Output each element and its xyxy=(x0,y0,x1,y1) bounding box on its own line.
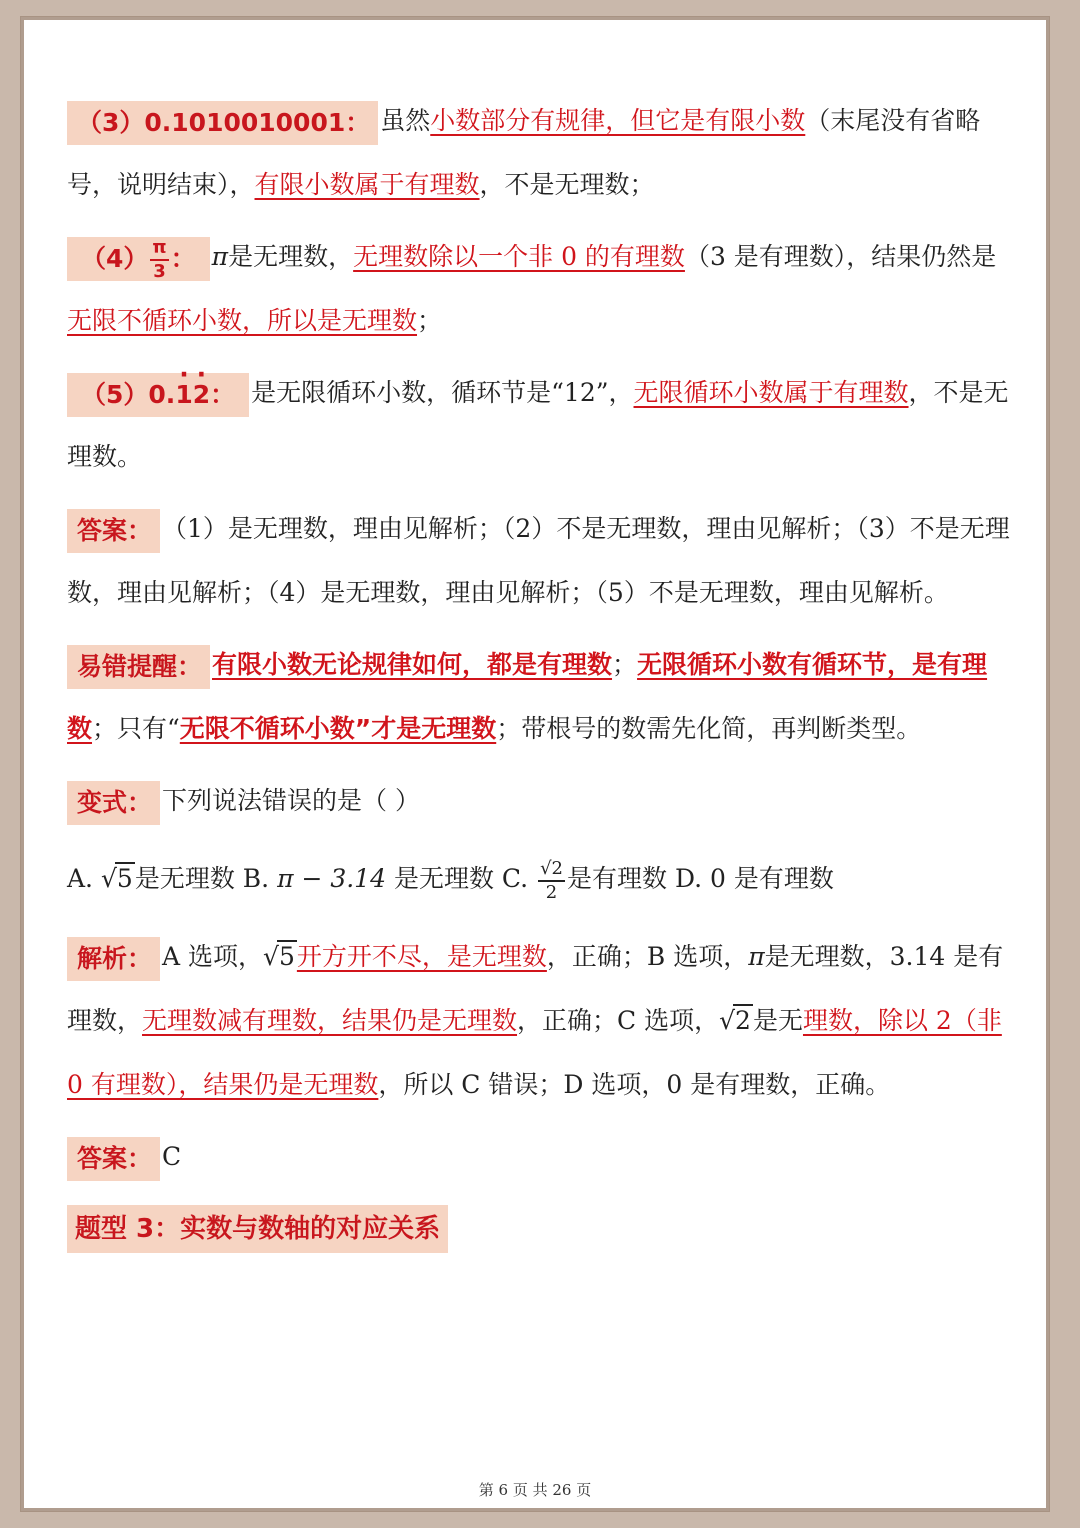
pi-symbol: π xyxy=(748,942,765,971)
fraction-numerator: √2 xyxy=(538,860,565,882)
repeating-digit-1: · 1 xyxy=(175,373,192,417)
pi-over-3-fraction xyxy=(150,236,168,282)
error-tip-label: 易错提醒： xyxy=(67,645,210,689)
analysis-text-2: ，正确；B 选项， xyxy=(546,942,749,971)
repeating-digit-2: · 2 xyxy=(193,373,210,417)
item-3 xyxy=(67,89,1017,217)
item-3-highlight-1: 小数部分有规律，但它是有限小数 xyxy=(430,106,806,135)
item-5-text-1: 是无限循环小数，循环节是“12”， xyxy=(251,378,634,407)
item-4-text-1: 是无理数， xyxy=(228,242,354,271)
variant-label: 变式： xyxy=(67,781,160,825)
answer-2 xyxy=(67,1125,1017,1189)
error-tip-text-3: ；带根号的数需先化简，再判断类型。 xyxy=(496,714,922,743)
item-3-text-2: （末尾没有省略号，说明结束）， xyxy=(67,106,981,199)
sqrt-5: √5 xyxy=(100,864,133,893)
analysis-text-6: ，所以 C 错误；D 选项，0 是有理数，正确。 xyxy=(378,1070,891,1099)
repeating-decimal-int: 0. xyxy=(148,379,176,409)
option-b-math: π − 3.14 xyxy=(277,864,386,893)
sqrt-2: √2 xyxy=(719,1006,751,1035)
error-tip-text-2: ；只有“ xyxy=(92,714,180,743)
error-tip-text-1: ； xyxy=(612,650,638,679)
item-4-label xyxy=(67,237,210,281)
error-tip-highlight-1: 有限小数无论规律如何，都是有理数 xyxy=(212,650,613,679)
answer-1-text: （1）是无理数，理由见解析；（2）不是无理数，理由见解析；（3）不是无理数，理由见解析；（4）是无理数，理由见解析；（5）不是无理数，理由见解析。 xyxy=(67,514,1010,607)
answer-1-label: 答案： xyxy=(67,509,160,553)
item-3-highlight-2: 有限小数属于有理数 xyxy=(254,170,480,199)
document-page xyxy=(20,16,1050,1512)
option-a-prefix: A. xyxy=(67,864,94,893)
error-tip-highlight-2: 无限循环小数有循环节，是有理数 xyxy=(67,650,988,743)
answer-2-label: 答案： xyxy=(67,1137,160,1181)
section-heading xyxy=(67,1197,1017,1261)
item-4-text-2: （3 是有理数），结果仍然是 xyxy=(684,242,997,271)
item-5-label-num: （5） xyxy=(81,379,149,409)
analysis-label: 解析： xyxy=(67,937,160,981)
sqrt2-over-2-fraction xyxy=(538,857,565,903)
page-content xyxy=(67,89,1017,1269)
item-4-label-num: （4） xyxy=(81,243,149,273)
option-a-text: 是无理数 xyxy=(134,864,235,893)
option-b-prefix: B. xyxy=(242,864,270,893)
item-5-label xyxy=(67,373,249,417)
analysis-text-1: A 选项， xyxy=(162,942,264,971)
item-3-label: （3）0.1010010001： xyxy=(67,101,378,145)
item-5-text-2: ，不是无理数。 xyxy=(67,378,1009,471)
item-4-label-colon: ： xyxy=(170,243,196,273)
analysis-highlight-3: 理数，除以 2（非 0 有理数），结果仍是无理数 xyxy=(67,1006,1002,1099)
item-5-label-colon: ： xyxy=(210,379,236,409)
pi-symbol: π xyxy=(211,242,229,271)
fraction-denominator: 3 xyxy=(153,260,166,282)
answer-2-text: C xyxy=(162,1142,182,1171)
section-title: 题型 3：实数与数轴的对应关系 xyxy=(67,1205,448,1253)
item-4 xyxy=(67,225,1017,353)
analysis-highlight-1: 开方开不尽，是无理数 xyxy=(296,942,547,971)
sqrt-5: √5 xyxy=(263,942,295,971)
answer-1 xyxy=(67,497,1017,625)
fraction-numerator: π xyxy=(150,239,168,261)
sqrt-radicand: 5 xyxy=(116,864,133,893)
page-footer: 第 6 页 共 26 页 xyxy=(478,1481,592,1499)
item-4-text-3: ； xyxy=(417,306,443,335)
error-tip-highlight-3: 无限不循环小数”才是无理数 xyxy=(179,714,497,743)
sqrt-radicand: 5 xyxy=(278,942,295,971)
fraction-denominator: 2 xyxy=(545,881,558,903)
sqrt-radicand: 2 xyxy=(735,1006,751,1035)
item-5 xyxy=(67,361,1017,489)
analysis xyxy=(67,925,1017,1117)
item-4-highlight-2: 无限不循环小数，所以是无理数 xyxy=(67,306,418,335)
analysis-highlight-2: 无理数减有理数，结果仍是无理数 xyxy=(142,1006,518,1035)
analysis-text-4: ，正确；C 选项， xyxy=(517,1006,720,1035)
item-4-highlight-1: 无理数除以一个非 0 的有理数 xyxy=(353,242,685,271)
item-5-highlight-1: 无限循环小数属于有理数 xyxy=(633,378,909,407)
variant-question-text: 下列说法错误的是（ ） xyxy=(162,786,420,815)
item-3-text-3: ，不是无理数； xyxy=(479,170,655,199)
option-b-text: 是无理数 xyxy=(393,864,494,893)
analysis-text-5: 是无 xyxy=(752,1006,803,1035)
variant-question xyxy=(67,769,1017,833)
item-3-text-1: 虽然 xyxy=(380,106,431,135)
option-c-prefix: C. xyxy=(501,864,529,893)
variant-options xyxy=(67,841,1017,917)
option-c-text: 是有理数 xyxy=(566,864,667,893)
analysis-text-3: 是无理数，3.14 是有理数， xyxy=(67,942,1004,1035)
option-d: D. 0 是有理数 xyxy=(674,864,834,893)
error-tip xyxy=(67,633,1017,761)
